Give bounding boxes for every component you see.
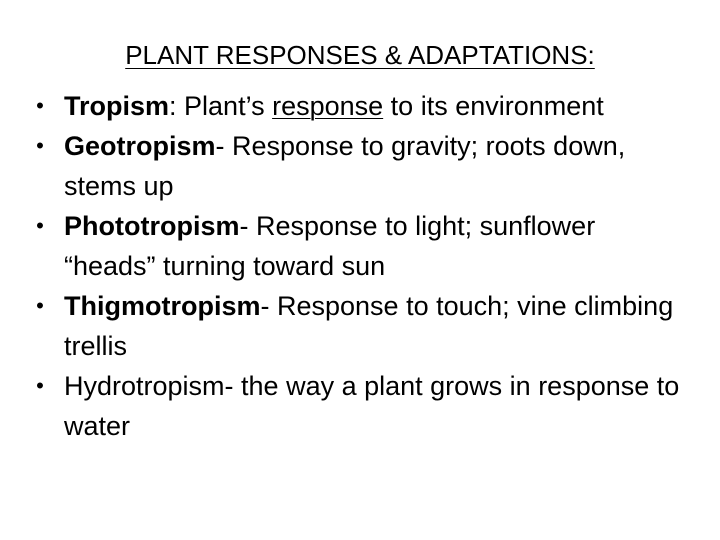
bullet-item-geotropism [30,126,690,206]
bullet-dot: • [36,93,44,118]
hydrotropism-text: Hydrotropism- the way a plant grows in response to water [64,371,680,441]
term-phototropism: Phototropism [64,211,240,241]
underlined-word: response [272,91,384,121]
bullet-item-phototropism [30,206,690,286]
term-geotropism: Geotropism [64,131,216,161]
phototropism-definition: - Response to light; sunflower “heads” turning toward sun [64,211,596,281]
bullet-list [30,86,690,446]
geotropism-definition: - Response to gravity; roots down, stems up [64,131,626,201]
tropism-definition: to its environment [383,91,604,121]
bullet-dot: • [36,213,44,238]
thigmotropism-definition: - Response to touch; vine climbing trellis [64,291,674,361]
bullet-dot: • [36,133,44,158]
bullet-item-tropism [30,86,690,126]
bullet-item-thigmotropism [30,286,690,366]
tropism-sep: : Plant’s [169,91,273,121]
bullet-item-hydrotropism [30,366,690,446]
term-thigmotropism: Thigmotropism [64,291,261,321]
bullet-dot: • [36,293,44,318]
slide-title-text: PLANT RESPONSES & ADAPTATIONS: [125,40,595,70]
bullet-dot: • [36,373,44,398]
slide-title [0,38,720,72]
term-tropism: Tropism [64,91,170,121]
